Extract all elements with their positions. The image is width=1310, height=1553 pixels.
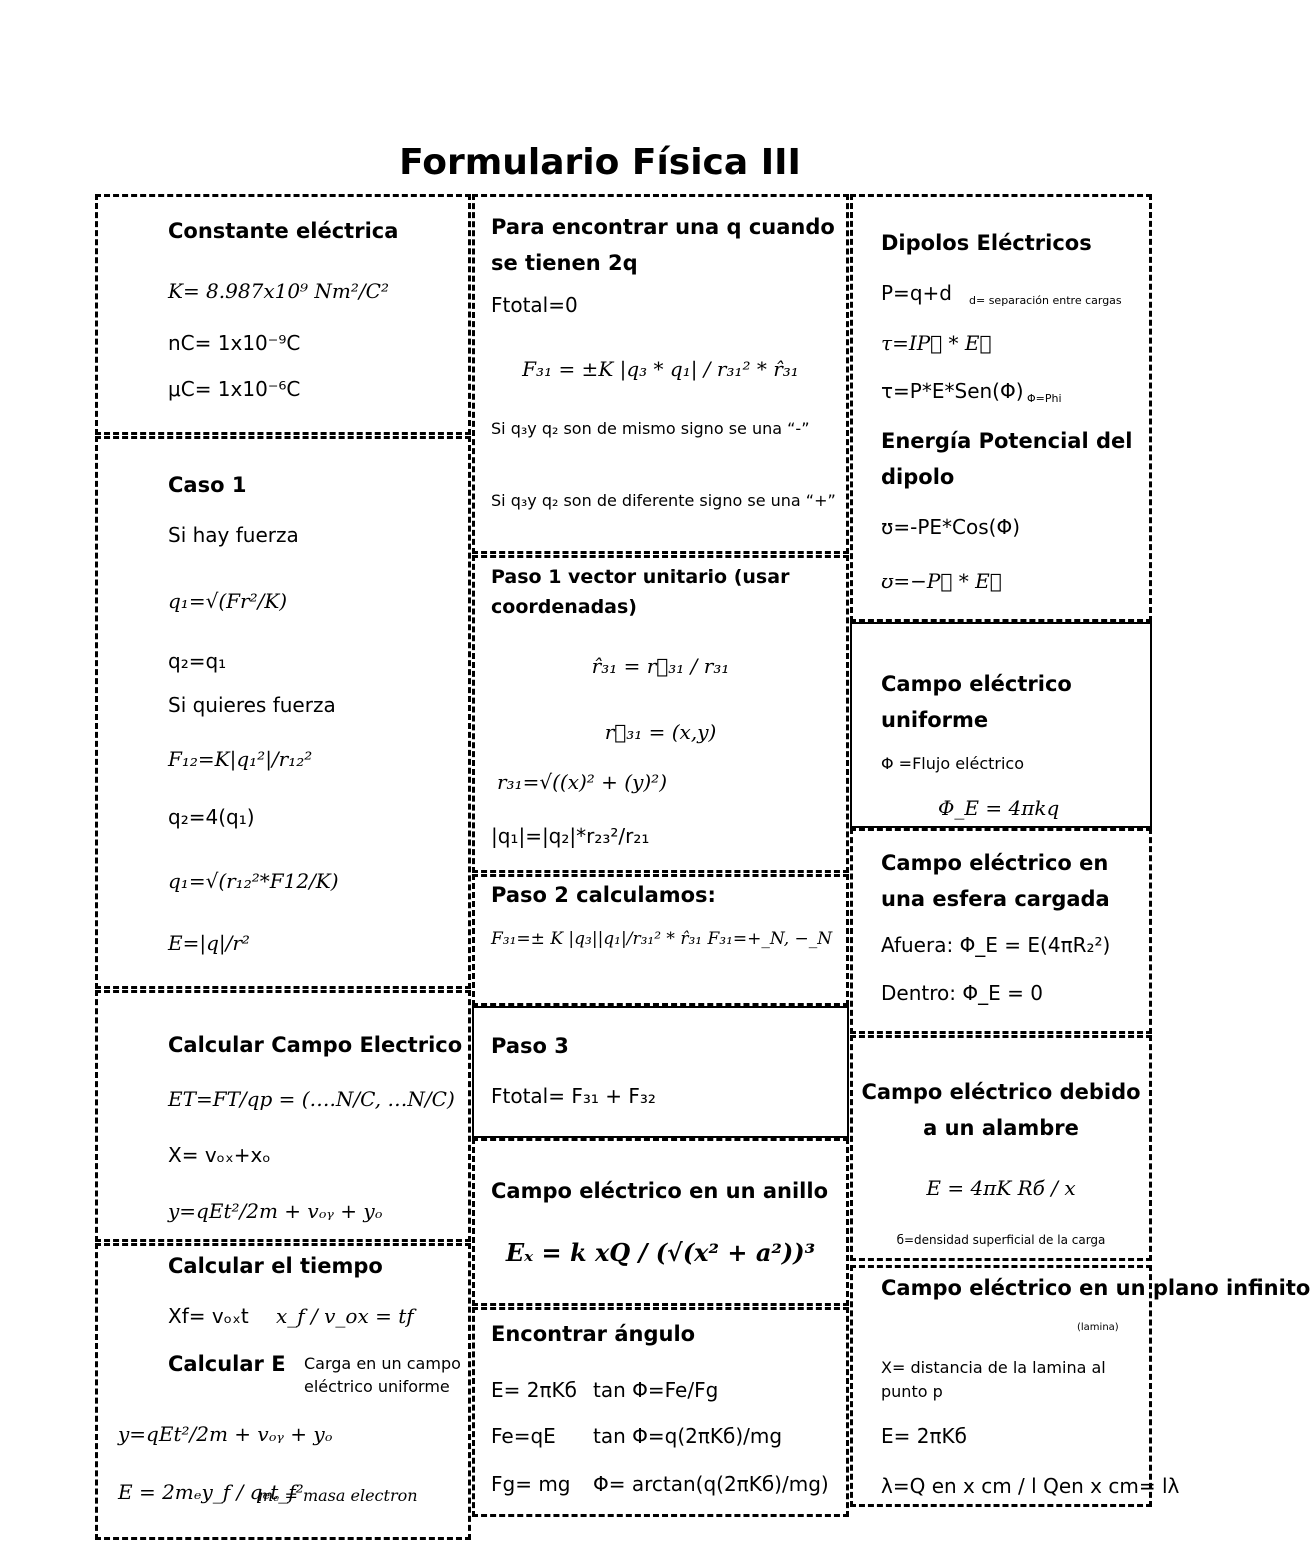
phi-e-formula: Φ_E = 4πkq <box>938 796 1060 820</box>
x-formula: X= vₒₓ+xₒ <box>168 1143 271 1167</box>
esfera-heading: Campo eléctrico en una esfera cargada <box>881 851 1110 911</box>
paso3-heading: Paso 3 <box>491 1034 569 1058</box>
f12-formula: F₁₂=K|q₁²|/r₁₂² <box>168 747 313 771</box>
densidad-note: б=densidad superficial de la carga <box>896 1233 1106 1247</box>
uniforme-heading: Campo eléctrico uniforme <box>881 672 1072 732</box>
tau-scalar: τ=P*E*Sen(Φ) <box>881 379 1024 403</box>
lamina-note: (lamina) <box>1077 1322 1119 1333</box>
x-distancia: X= distancia de la lamina al punto p <box>881 1358 1106 1401</box>
uniforme-box <box>850 622 1152 828</box>
paso2-formula: F₃₁=± K |q₃||q₁|/r₃₁² * r̂₃₁ F₃₁=+_N, −_N <box>491 929 833 949</box>
vector-r31: r⃗₃₁ = (x,y) <box>604 720 717 744</box>
y-formula: y=qEt²/2m + vₒᵧ + yₒ <box>168 1199 383 1223</box>
campo-calc-heading: Calcular Campo Electrico <box>168 1033 463 1057</box>
alambre-box <box>850 1035 1152 1261</box>
phi-note: Φ=Phi <box>1027 392 1062 405</box>
plano-box <box>850 1265 1310 1507</box>
fg-formula: Fg= mg <box>491 1472 571 1496</box>
q1-root-formula: q₁=√(Fr²/K) <box>168 589 288 613</box>
q1-root-formula-2: q₁=√(r₁₂²*F12/K) <box>168 869 339 893</box>
encontrar-q-box <box>472 194 849 554</box>
tan-formula-1: tan Φ=Fe/Fg <box>593 1378 719 1402</box>
y-formula-2: y=qEt²/2m + vₒᵧ + yₒ <box>118 1422 333 1446</box>
ftotal-zero: Ftotal=0 <box>491 293 578 317</box>
tau-vector: τ=IP⃗ * E⃗ <box>881 331 992 355</box>
e-2pik: E= 2πKб <box>491 1378 577 1402</box>
r31-magnitude: r₃₁=√((x)² + (y)²) <box>497 770 667 794</box>
xf-formula: Xf= vₒₓt <box>168 1304 249 1328</box>
e-2pik-plano: E= 2πKб <box>881 1424 967 1448</box>
mismo-signo-note: Si q₃y q₂ son de mismo signo se una “-” <box>491 419 810 438</box>
flujo-note: Φ =Flujo eléctrico <box>881 754 1025 773</box>
p-formula: P=q+d <box>881 281 952 305</box>
nc-unit: nC= 1x10⁻⁹C <box>168 331 301 355</box>
carga-note: Carga en un campo eléctrico uniforme <box>304 1354 461 1396</box>
unit-vector-formula: r̂₃₁ = r⃗₃₁ / r₃₁ <box>591 654 730 678</box>
paso3-box <box>472 1006 849 1138</box>
fe-formula: Fe=qE <box>491 1424 556 1448</box>
anillo-box <box>472 1138 849 1306</box>
encontrar-q-heading: Para encontrar una q cuando se tienen 2q <box>491 215 835 275</box>
alambre-heading: Campo eléctrico debido a un alambre <box>861 1080 1141 1140</box>
paso1-box <box>472 555 849 873</box>
esfera-box <box>850 828 1152 1034</box>
paso3-formula: Ftotal= F₃₁ + F₃₂ <box>491 1084 656 1108</box>
caso1-heading: Caso 1 <box>168 473 247 497</box>
paso2-box <box>472 874 849 1006</box>
plano-heading: Campo eléctrico en un plano infinito <box>881 1276 1310 1300</box>
dipolos-heading: Dipolos Eléctricos <box>881 231 1092 255</box>
energia-heading: Energía Potencial del dipolo <box>881 429 1133 489</box>
d-note: d= separación entre cargas <box>969 294 1122 307</box>
si-hay-fuerza: Si hay fuerza <box>168 523 299 547</box>
dentro-formula: Dentro: Φ_E = 0 <box>881 981 1043 1005</box>
f31-formula: F₃₁ = ±K |q₃ * q₁| / r₃₁² * r̂₃₁ <box>522 357 799 381</box>
angulo-box <box>472 1307 849 1517</box>
page-title: Formulario Física III <box>399 142 801 183</box>
e-electron-formula: E = 2mₑy_f / qₑt_f² <box>118 1480 304 1504</box>
diferente-signo-note: Si q₃y q₂ son de diferente signo se una “+” <box>491 491 836 510</box>
constante-box <box>95 194 471 435</box>
anillo-heading: Campo eléctrico en un anillo <box>491 1179 829 1203</box>
angulo-heading: Encontrar ángulo <box>491 1322 696 1346</box>
si-quieres-fuerza: Si quieres fuerza <box>168 693 336 717</box>
alambre-formula: E = 4πK Rб / x <box>926 1176 1076 1200</box>
afuera-formula: Afuera: Φ_E = E(4πR₂²) <box>881 933 1111 957</box>
tiempo-box <box>95 1243 471 1540</box>
campo-calc-box <box>95 990 471 1242</box>
me-note: mₑ = masa electron <box>258 1486 418 1505</box>
arctan-formula: Φ= arctan(q(2πKб)/mg) <box>593 1472 829 1496</box>
caso1-box <box>95 436 471 989</box>
e-formula: E=|q|/r² <box>168 931 250 955</box>
u-scalar: ʊ=-PE*Cos(Φ) <box>881 515 1020 539</box>
constante-heading: Constante eléctrica <box>168 219 399 243</box>
calcular-e-heading: Calcular E <box>168 1352 286 1376</box>
u-vector: ʊ=−P⃗ * E⃗ <box>881 569 1002 593</box>
paso1-heading: Paso 1 vector unitario (usar coordenadas) <box>491 566 790 618</box>
dipolos-box <box>850 194 1152 622</box>
k-constant: K= 8.987x10⁹ Nm²/C² <box>168 279 389 303</box>
anillo-formula: Eₓ = k xQ / (√(x² + a²))³ <box>505 1238 816 1267</box>
lambda-formula: λ=Q en x cm / l Qen x cm= lλ <box>881 1474 1180 1498</box>
et-formula: ET=FT/qp = (….N/C, …N/C) <box>168 1087 455 1111</box>
q2-eq-q1: q₂=q₁ <box>168 649 227 673</box>
paso2-heading: Paso 2 calculamos: <box>491 883 716 907</box>
q2-4q1: q₂=4(q₁) <box>168 805 255 829</box>
tiempo-heading: Calcular el tiempo <box>168 1254 383 1278</box>
tan-formula-2: tan Φ=q(2πKб)/mg <box>593 1424 783 1448</box>
uc-unit: μC= 1x10⁻⁶C <box>168 377 301 401</box>
q-relation: |q₁|=|q₂|*r₂₃²/r₂₁ <box>491 824 650 848</box>
tf-formula: x_f / v_ox = tf <box>276 1304 414 1328</box>
